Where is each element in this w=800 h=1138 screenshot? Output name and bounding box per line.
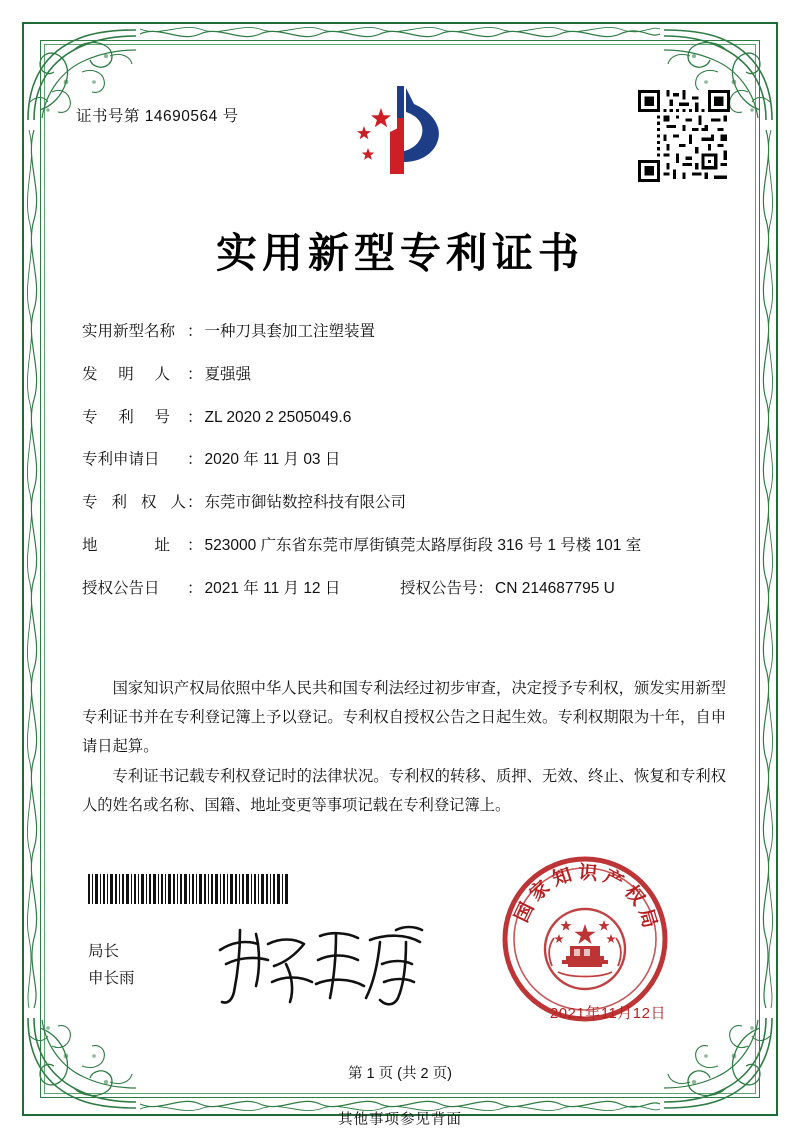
field-value: 东莞市御钻数控科技有限公司 <box>204 494 407 511</box>
field-colon: ： <box>187 494 203 511</box>
field-colon: ： <box>187 408 203 426</box>
field-colon: ： <box>187 365 203 383</box>
field-label: 专利申请日 <box>82 451 160 469</box>
signature-block <box>88 938 135 992</box>
handwritten-signature <box>210 920 440 1010</box>
field-patent-number <box>82 406 730 429</box>
field-colon: ： <box>187 323 203 340</box>
legal-paragraph: 国家知识产权局依照中华人民共和国专利法经过初步审查，决定授予专利权，颁发实用新型专利证书并在专利登记簿上予以登记。专利权自授权公告之日起生效。专利权期限为十年，自申请日起算。 <box>82 679 726 755</box>
field-label-char: 利 <box>118 408 134 426</box>
legal-text-block <box>82 674 726 822</box>
field-label <box>82 491 187 514</box>
field-colon: ： <box>477 579 494 597</box>
field-label-char: 专 <box>82 494 98 511</box>
field-value: CN 214687795 U <box>495 579 615 597</box>
qr-code <box>638 90 730 182</box>
field-label-char: 号 <box>154 408 170 426</box>
seal-text: 国家知识产权局 <box>510 861 663 936</box>
field-label-char: 址 <box>154 536 170 554</box>
field-address <box>82 534 730 557</box>
field-inventor <box>82 363 730 386</box>
field-label <box>82 406 187 429</box>
field-label-char: 地 <box>82 536 98 554</box>
field-value: ZL 2020 2 2505049.6 <box>204 408 352 426</box>
certificate-number: 证书号第 14690564 号 <box>76 108 239 125</box>
field-value: 2021 年 11 月 12 日 <box>204 579 341 597</box>
field-grant-date <box>82 577 400 600</box>
barcode <box>88 874 288 904</box>
field-value: 夏强强 <box>204 365 252 383</box>
field-label: 实用新型名称 <box>82 323 176 340</box>
svg-text:国家知识产权局 <box>510 860 662 935</box>
field-label <box>82 363 187 386</box>
field-label-char: 人 <box>154 365 170 383</box>
footer-note: 其他事项参见背面 <box>338 1112 462 1128</box>
seal-date: 2021年11月12日 <box>549 1005 666 1022</box>
signature-role-label: 局长 <box>88 943 120 960</box>
legal-paragraph: 专利证书记载专利权登记时的法律状况。专利权的转移、质押、无效、终止、恢复和专利权人的姓名或名称、国籍、地址变更等事项记载在专利登记簿上。 <box>82 767 726 814</box>
field-grant-row <box>82 577 730 600</box>
field-label: 授权公告号 <box>400 579 478 597</box>
field-label-char: 人 <box>170 494 186 511</box>
field-application-date <box>82 448 730 471</box>
field-label-char: 明 <box>118 365 134 383</box>
field-value: 2020 年 11 月 03 日 <box>204 451 341 469</box>
page-indicator: 第 1 页 (共 2 页) <box>348 1066 452 1082</box>
field-label: 授权公告日 <box>82 579 160 597</box>
signature-name: 申长雨 <box>88 970 135 988</box>
field-colon: ： <box>187 579 203 597</box>
field-colon: ： <box>187 536 203 554</box>
field-label-char: 专 <box>82 408 98 426</box>
patent-emblem-icon <box>340 82 460 182</box>
field-grant-number <box>400 577 730 600</box>
field-label-char: 权 <box>140 494 157 511</box>
field-label-char: 利 <box>111 494 127 511</box>
page-title: 实用新型专利证书 <box>216 229 584 277</box>
field-list <box>82 320 730 619</box>
field-colon: ： <box>187 451 203 469</box>
field-patentee <box>82 491 730 514</box>
field-value: 一种刀具套加工注塑装置 <box>204 323 376 340</box>
field-value: 523000 广东省东莞市厚街镇莞太路厚街段 316 号 1 号楼 101 室 <box>204 536 642 554</box>
field-utility-model-name <box>82 320 730 343</box>
field-label-char: 发 <box>82 365 98 383</box>
field-label <box>82 534 187 557</box>
official-seal <box>500 854 670 1024</box>
